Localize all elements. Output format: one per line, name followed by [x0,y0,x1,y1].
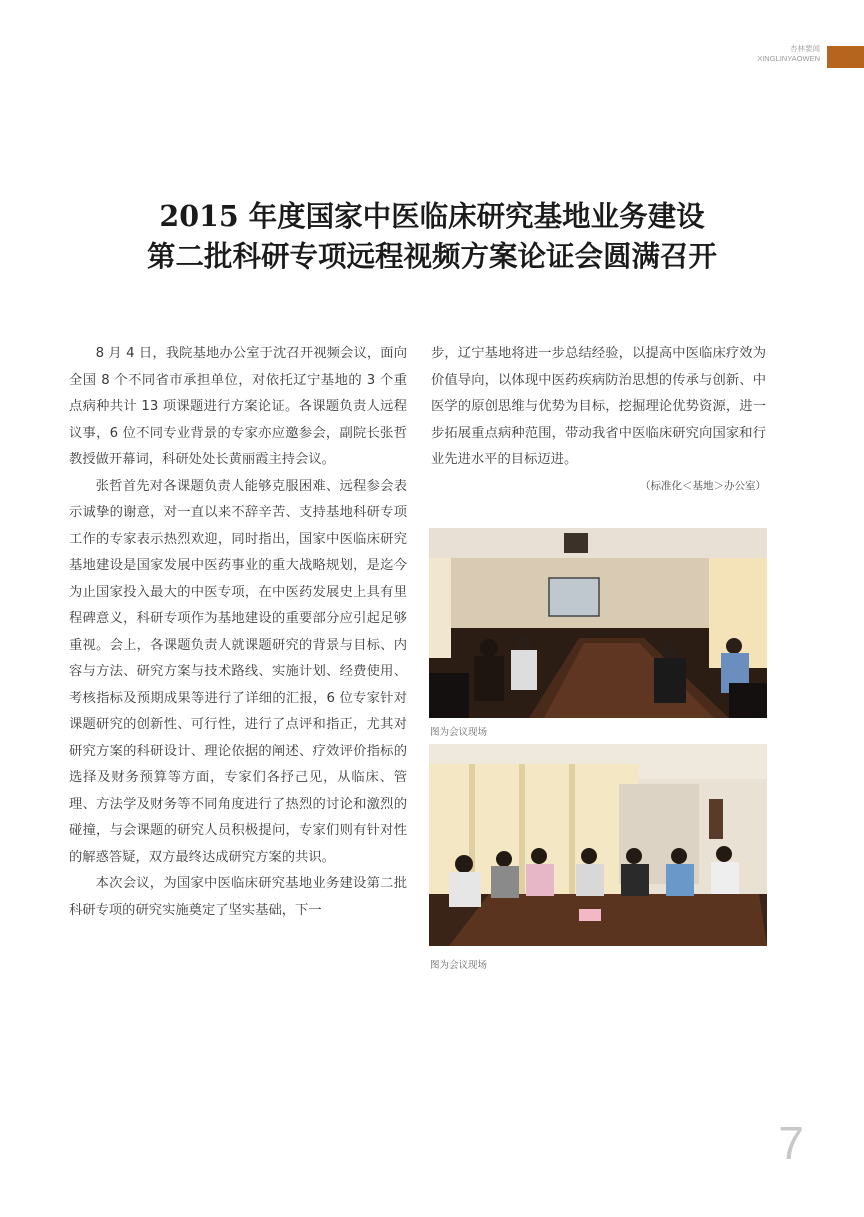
section-tab-decoration [827,46,864,68]
section-label-en: XINGLINYAOWEN [757,54,820,63]
title-line-1: 2015 年度国家中医临床研究基地业务建设 [159,199,705,233]
photo-caption-2: 图为会议现场 [430,960,488,971]
paragraph-1: 8 月 4 日，我院基地办公室于沈召开视频会议，面向全国 8 个不同省市承担单位，对依托辽宁基地的 3 个重点病种共计 13 项课题进行方案论证。各课题负责人远程议事，6 位不同专业背景的专家亦应邀参会，副院长张哲教授做开幕词，科研处处长黄丽霞主持会议。 [69,346,407,467]
article-signature: （标准化＜基地＞办公室） [640,479,766,492]
paragraph-3: 本次会议，为国家中医临床研究基地业务建设第二批科研专项的研究实施奠定了坚实基础，下一 [69,876,407,918]
paragraph-2: 张哲首先对各课题负责人能够克服困难、远程参会表示诚挚的谢意，对一直以来不辞辛苦、支持基地科研专项工作的专家表示热烈欢迎，同时指出，国家中医临床研究基地建设是国家发展中医药事业的重大战略规划，是迄今为止国家投入最大的中医专项，在中医药发展史上具有里程碑意义，科研专项作为基地建设的重要部分应引起足够重视。会上，各课题负责人就课题研究的背景与目标、内容与方法、研究方案与技术路线、实施计划、经费使用、考核指标及预期成果等进行了详细的汇报，6 位专家针对课题研究的创新性、可行性，进行了点评和指正，尤其对研究方案的科研设计、理论依据的阐述、疗效评价指标的选择及财务预算等方面，专家们各抒己见，从临床、管理、方法学及财务等不同角度进行了热烈的讨论和激烈的碰撞，与会课题的研究人员积极提问，专家们则有针对性的解惑答疑，双方最终达成研究方案的共识。 [69,478,407,865]
title-line-2: 第二批科研专项远程视频方案论证会圆满召开 [146,239,717,273]
paragraph-3-continued: 步，辽宁基地将进一步总结经验，以提高中医临床疗效为价值导向，以体现中医药疾病防治思想的传承与创新、中医学的原创思维与优势为目标，挖掘理论优势资源，进一步拓展重点病种范围，带动我省中医临床研究向国家和行业先进水平的目标迈进。 [431,346,766,467]
meeting-photo-1 [429,528,767,718]
article-title [0,196,864,276]
section-label-cn: 杏林要闻 [790,44,820,53]
article-column-right [431,341,766,496]
magazine-section-label [757,44,820,64]
meeting-photo-2 [429,744,767,946]
article-column-left [69,341,407,924]
page-number: 7 [778,1117,804,1169]
photo-caption-1: 图为会议现场 [430,727,488,738]
